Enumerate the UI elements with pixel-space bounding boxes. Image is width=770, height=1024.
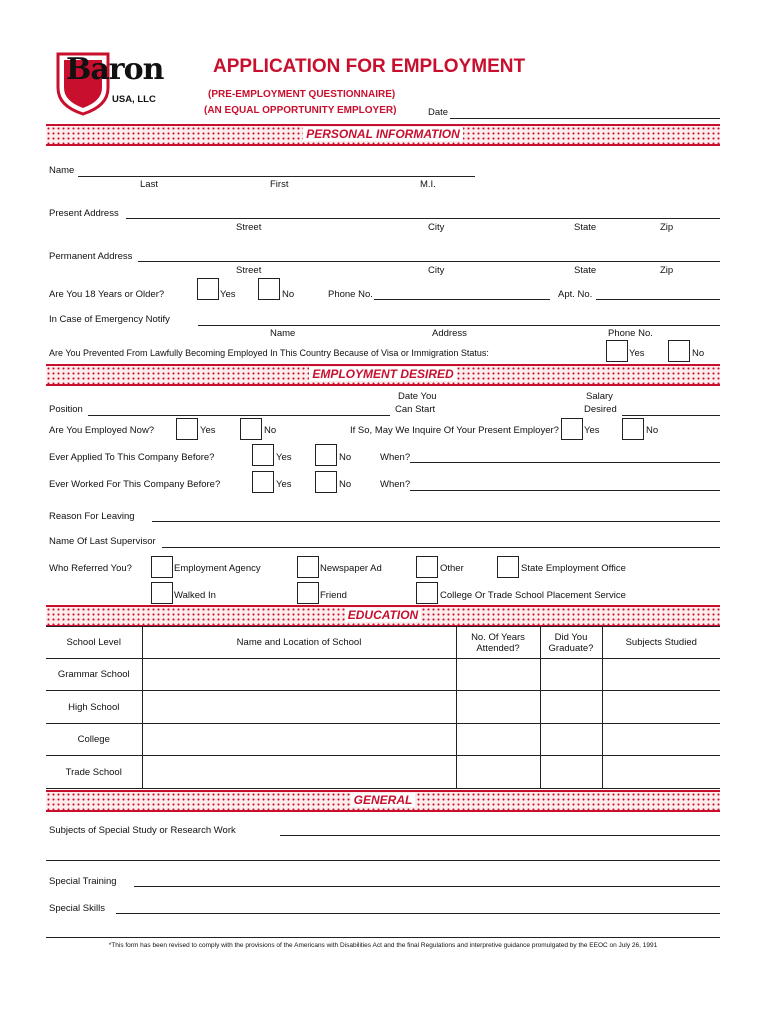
ref-walked-checkbox[interactable] xyxy=(151,582,173,604)
ref-newspaper-label: Newspaper Ad xyxy=(320,563,382,574)
edu-header-graduate: Did You Graduate? xyxy=(540,627,602,659)
present-city-caption: City xyxy=(428,222,445,233)
over18-yes-label: Yes xyxy=(220,289,236,300)
visa-question: Are You Prevented From Lawfully Becoming Employed In This Country Because of Visa or Immigration Status: xyxy=(49,348,489,358)
special-study-field-2[interactable] xyxy=(46,860,720,861)
worked-no-checkbox[interactable] xyxy=(315,471,337,493)
inquire-no-checkbox[interactable] xyxy=(622,418,644,440)
present-address-field[interactable] xyxy=(126,218,720,219)
edu-cell-name[interactable] xyxy=(142,724,456,756)
logo-brand-text: Baron xyxy=(66,52,164,87)
name-last-caption: Last xyxy=(140,179,158,190)
edu-header-subjects: Subjects Studied xyxy=(602,627,720,659)
date-start-caption-2: Can Start xyxy=(395,404,436,415)
date-label: Date xyxy=(428,107,449,118)
ref-friend-label: Friend xyxy=(320,590,347,601)
table-row xyxy=(46,691,720,724)
ref-newspaper-checkbox[interactable] xyxy=(297,556,319,578)
table-row xyxy=(46,724,720,756)
special-skills-label: Special Skills xyxy=(49,903,105,914)
date-field[interactable] xyxy=(450,118,720,119)
special-study-field[interactable] xyxy=(280,835,720,836)
date-start-caption-1: Date You xyxy=(398,391,437,402)
applied-no-checkbox[interactable] xyxy=(315,444,337,466)
ref-walked-label: Walked In xyxy=(174,590,216,601)
worked-no-label: No xyxy=(339,479,352,490)
edu-cell-subjects[interactable] xyxy=(602,659,720,691)
company-logo xyxy=(54,48,162,116)
special-skills-field[interactable] xyxy=(116,913,720,914)
emergency-name-caption: Name xyxy=(270,328,296,339)
reason-leaving-field[interactable] xyxy=(152,521,720,522)
edu-cell-years[interactable] xyxy=(456,659,540,691)
ref-agency-checkbox[interactable] xyxy=(151,556,173,578)
section-title-personal: PERSONAL INFORMATION xyxy=(303,127,463,141)
employed-no-checkbox[interactable] xyxy=(240,418,262,440)
worked-yes-checkbox[interactable] xyxy=(252,471,274,493)
over18-no-checkbox[interactable] xyxy=(258,278,280,300)
edu-cell-subjects[interactable] xyxy=(602,724,720,756)
ref-agency-label: Employment Agency xyxy=(174,563,261,574)
edu-cell-graduate[interactable] xyxy=(540,724,602,756)
apt-label: Apt. No. xyxy=(558,289,593,300)
name-label: Name xyxy=(49,165,75,176)
emergency-field[interactable] xyxy=(198,325,720,326)
edu-row-label: College xyxy=(46,724,142,756)
employed-yes-checkbox[interactable] xyxy=(176,418,198,440)
permanent-address-field[interactable] xyxy=(138,261,720,262)
applied-yes-checkbox[interactable] xyxy=(252,444,274,466)
section-band-employment xyxy=(46,364,720,386)
phone-label: Phone No. xyxy=(328,289,373,300)
visa-no-checkbox[interactable] xyxy=(668,340,690,362)
apt-field[interactable] xyxy=(596,299,720,300)
name-field[interactable] xyxy=(78,176,475,177)
reason-leaving-label: Reason For Leaving xyxy=(49,511,135,522)
edu-cell-name[interactable] xyxy=(142,659,456,691)
over18-label: Are You 18 Years or Older? xyxy=(49,289,165,300)
applied-before-label: Ever Applied To This Company Before? xyxy=(49,452,215,463)
salary-caption-1: Salary xyxy=(586,391,613,402)
ref-college-checkbox[interactable] xyxy=(416,582,438,604)
edu-cell-years[interactable] xyxy=(456,756,540,789)
edu-cell-name[interactable] xyxy=(142,756,456,789)
worked-when-field[interactable] xyxy=(410,490,720,491)
education-header-row xyxy=(46,627,720,659)
inquire-yes-label: Yes xyxy=(584,425,600,436)
table-row xyxy=(46,659,720,691)
table-row xyxy=(46,756,720,789)
who-referred-label: Who Referred You? xyxy=(49,563,132,574)
special-training-label: Special Training xyxy=(49,876,117,887)
form-subtitle-2: (AN EQUAL OPPORTUNITY EMPLOYER) xyxy=(204,105,397,116)
edu-cell-name[interactable] xyxy=(142,691,456,724)
inquire-no-label: No xyxy=(646,425,659,436)
applied-when-label: When? xyxy=(380,452,411,463)
section-band-general xyxy=(46,790,720,812)
form-title: APPLICATION FOR EMPLOYMENT xyxy=(213,56,526,77)
salary-caption-2: Desired xyxy=(584,404,617,415)
emergency-phone-caption: Phone No. xyxy=(608,328,653,339)
emergency-address-caption: Address xyxy=(432,328,467,339)
permanent-zip-caption: Zip xyxy=(660,265,674,276)
section-band-personal xyxy=(46,124,720,146)
worked-before-label: Ever Worked For This Company Before? xyxy=(49,479,221,490)
edu-cell-years[interactable] xyxy=(456,724,540,756)
edu-row-label: Grammar School xyxy=(46,659,142,691)
inquire-label: If So, May We Inquire Of Your Present Employer? xyxy=(350,425,559,436)
over18-no-label: No xyxy=(282,289,295,300)
ref-state-checkbox[interactable] xyxy=(497,556,519,578)
visa-yes-checkbox[interactable] xyxy=(606,340,628,362)
last-supervisor-field[interactable] xyxy=(162,547,720,548)
section-title-general: GENERAL xyxy=(351,793,416,807)
employed-now-label: Are You Employed Now? xyxy=(49,425,155,436)
ref-friend-checkbox[interactable] xyxy=(297,582,319,604)
logo-sub-text: USA, LLC xyxy=(112,94,156,105)
present-street-caption: Street xyxy=(236,222,262,233)
name-mi-caption: M.I. xyxy=(420,179,436,190)
education-table xyxy=(46,626,720,789)
present-zip-caption: Zip xyxy=(660,222,674,233)
edu-row-label: High School xyxy=(46,691,142,724)
name-first-caption: First xyxy=(270,179,289,190)
ref-state-label: State Employment Office xyxy=(521,563,626,574)
position-field[interactable] xyxy=(88,415,390,416)
visa-yes-label: Yes xyxy=(629,348,645,359)
ref-other-checkbox[interactable] xyxy=(416,556,438,578)
special-study-label: Subjects of Special Study or Research Work xyxy=(49,825,236,836)
footer-divider xyxy=(46,937,720,938)
last-supervisor-label: Name Of Last Supervisor xyxy=(49,536,156,547)
permanent-street-caption: Street xyxy=(236,265,262,276)
worked-when-label: When? xyxy=(380,479,411,490)
edu-cell-graduate[interactable] xyxy=(540,756,602,789)
employed-no-label: No xyxy=(264,425,277,436)
applied-yes-label: Yes xyxy=(276,452,292,463)
special-training-field[interactable] xyxy=(134,886,720,887)
section-band-education xyxy=(46,605,720,627)
position-label: Position xyxy=(49,404,83,415)
visa-no-label: No xyxy=(692,348,705,359)
applied-when-field[interactable] xyxy=(410,462,720,463)
edu-row-label: Trade School xyxy=(46,756,142,789)
ref-other-label: Other xyxy=(440,563,464,574)
emergency-label: In Case of Emergency Notify xyxy=(49,314,170,325)
edu-cell-graduate[interactable] xyxy=(540,659,602,691)
present-state-caption: State xyxy=(574,222,597,233)
edu-header-level: School Level xyxy=(46,627,142,659)
form-subtitle-1: (PRE-EMPLOYMENT QUESTIONNAIRE) xyxy=(208,89,396,100)
edu-cell-years[interactable] xyxy=(456,691,540,724)
edu-cell-graduate[interactable] xyxy=(540,691,602,724)
edu-cell-subjects[interactable] xyxy=(602,691,720,724)
section-title-employment: EMPLOYMENT DESIRED xyxy=(309,367,456,381)
permanent-city-caption: City xyxy=(428,265,445,276)
ref-college-label: College Or Trade School Placement Service xyxy=(440,590,626,601)
edu-cell-subjects[interactable] xyxy=(602,756,720,789)
worked-yes-label: Yes xyxy=(276,479,292,490)
permanent-address-label: Permanent Address xyxy=(49,251,133,262)
permanent-state-caption: State xyxy=(574,265,597,276)
edu-header-name: Name and Location of School xyxy=(142,627,456,659)
present-address-label: Present Address xyxy=(49,208,119,219)
applied-no-label: No xyxy=(339,452,352,463)
employed-yes-label: Yes xyxy=(200,425,216,436)
footnote-text: *This form has been revised to comply with the provisions of the Americans with Disabilities Act and the final Regulations and interpretive guidance promulgated by the EEOC on July 26, 1991 xyxy=(108,942,658,949)
section-title-education: EDUCATION xyxy=(345,608,421,622)
edu-header-years: No. Of Years Attended? xyxy=(456,627,540,659)
salary-field[interactable] xyxy=(622,415,720,416)
inquire-yes-checkbox[interactable] xyxy=(561,418,583,440)
phone-field[interactable] xyxy=(374,299,550,300)
over18-yes-checkbox[interactable] xyxy=(197,278,219,300)
